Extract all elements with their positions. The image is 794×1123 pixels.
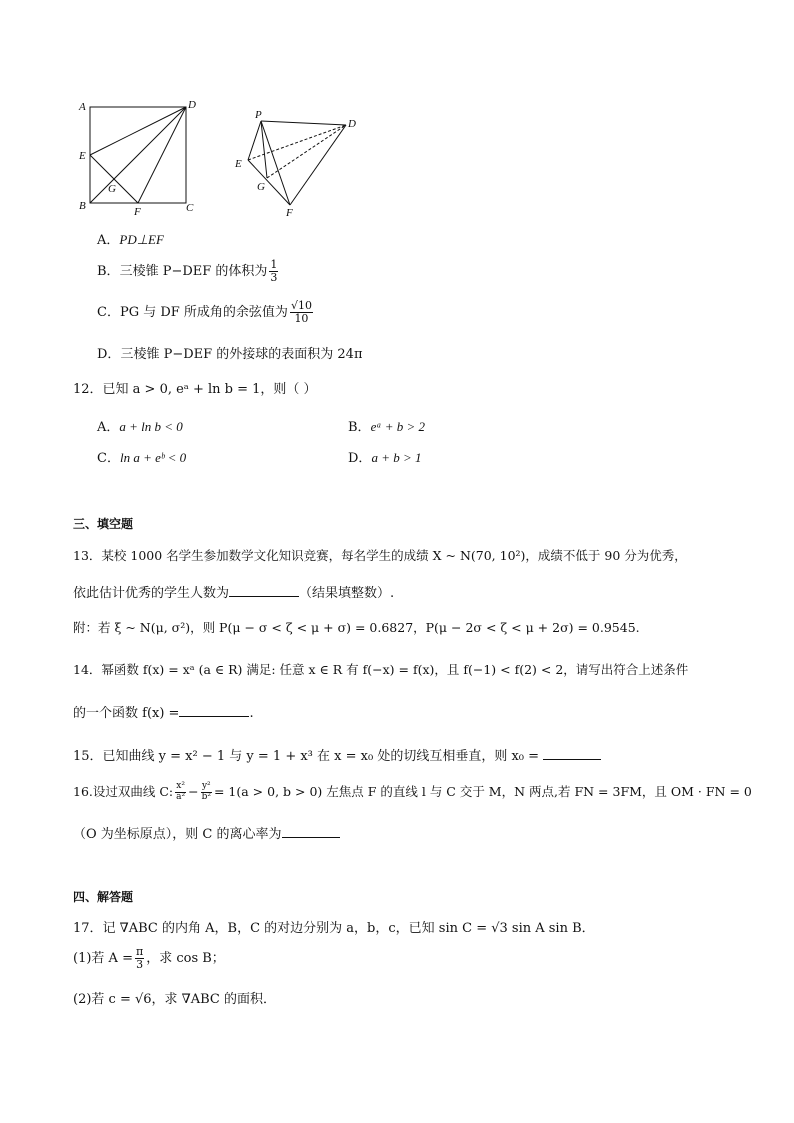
edge-pd <box>261 121 346 125</box>
fraction-numerator: 1 <box>270 258 278 271</box>
label-d: D <box>188 99 196 111</box>
q14-line2-pre: 的一个函数 f(x) = <box>73 706 180 721</box>
fraction <box>135 946 144 971</box>
answer-blank[interactable] <box>229 584 299 597</box>
label-p: P <box>255 109 262 121</box>
q15-line <box>73 745 601 764</box>
q14-line2-post: . <box>249 706 254 721</box>
q11-option-d <box>97 343 363 362</box>
q14-line1: 14．幂函数 f(x) = xᵃ (a ∈ R) 满足: 任意 x ∈ R 有 f(−x) = f(x)，且 f(−1) < f(2) < 2，请写出符合上述条件 <box>73 662 689 677</box>
option-letter: D． <box>348 451 372 466</box>
q16-line2-text: （O 为坐标原点），则 C 的离心率为 <box>73 827 282 842</box>
fraction <box>290 300 313 325</box>
square-figure <box>70 95 210 220</box>
segment-ed <box>90 107 186 155</box>
q12-option-d <box>348 447 421 466</box>
label-f: F <box>134 206 141 218</box>
q16-post: = 1(a > 0, b > 0) 左焦点 F 的直线 l 与 C 交于 M，N 两点,若 FN = 3FM，且 OM · FN = 0 <box>213 784 752 799</box>
fraction-denominator: b² <box>201 792 211 802</box>
label-g: G <box>108 183 116 195</box>
q13-line2 <box>73 582 394 601</box>
option-text: a + ln b < 0 <box>119 419 183 434</box>
edge-pe <box>248 121 261 160</box>
edge-ed-hidden <box>248 125 346 160</box>
option-text: 三棱锥 P−DEF 的外接球的表面积为 24π <box>120 347 363 362</box>
option-letter: A． <box>97 233 120 248</box>
option-letter: B． <box>97 264 120 280</box>
label-d2: D <box>348 118 356 130</box>
answer-blank[interactable] <box>543 747 601 760</box>
fraction <box>175 782 186 803</box>
fraction-numerator: π <box>135 945 144 958</box>
fraction-denominator: a² <box>176 792 186 802</box>
option-letter: B． <box>348 420 371 435</box>
label-a: A <box>79 101 86 113</box>
q17-part2: (2)若 c = √6，求 ∇ABC 的面积． <box>73 992 277 1007</box>
option-text: ln a + eᵇ < 0 <box>119 450 187 465</box>
pyramid-figure <box>230 105 370 220</box>
q11-option-c <box>97 300 315 325</box>
segment-bd <box>90 107 186 203</box>
q15-text: 15．已知曲线 y = x² − 1 与 y = 1 + x³ 在 x = x₀ 处的切线互相垂直，则 x₀ = <box>73 749 540 764</box>
edge-fd <box>290 125 346 205</box>
q12-option-b <box>348 416 425 435</box>
q16-line1: 16.设过双曲线 C: $\frac{\text{x²}}{\text{a²}}$ − $\frac{\text{y²}}{\text{b²}}$ = 1(a > 0, b > 0) 左焦点 F 的直线 l 与 C 交于 M，N 两点,若 FN = 3FM，且 OM · FN = 0 <box>73 781 752 802</box>
q16-line2 <box>73 823 340 842</box>
q12-option-c <box>97 447 186 466</box>
answer-blank[interactable] <box>282 825 340 838</box>
label-f2: F <box>286 207 293 219</box>
fraction-denominator: 3 <box>270 271 278 285</box>
fraction-denominator: 3 <box>136 958 144 972</box>
fraction-numerator: x² <box>176 781 185 792</box>
answer-blank[interactable] <box>179 704 249 717</box>
option-text: PD⊥EF <box>119 232 164 247</box>
label-g2: G <box>257 181 265 193</box>
section-heading-fill-in: 三、填空题 <box>73 517 134 531</box>
q13-note: 附：若 ξ ~ N(μ, σ²)，则 P(μ − σ < ζ < μ + σ) = 0.6827，P(μ − 2σ < ζ < μ + 2σ) = 0.9545. <box>73 620 640 635</box>
option-text: a + b > 1 <box>371 450 422 465</box>
q17-part1-post: ，求 cos B； <box>146 951 225 967</box>
fraction-numerator: √10 <box>290 299 312 312</box>
q12-stem: 12．已知 a > 0, eᵃ + ln b = 1，则（ ） <box>73 382 317 397</box>
edge-gd-hidden <box>267 125 346 178</box>
q17-part1 <box>73 946 225 971</box>
label-c: C <box>186 202 194 214</box>
fraction-numerator: y² <box>201 781 211 792</box>
option-text: 三棱锥 P−DEF 的体积为 <box>119 264 268 280</box>
q13-line2-pre: 依此估计优秀的学生人数为 <box>73 586 230 601</box>
q13-line2-post: （结果填整数）. <box>299 586 395 601</box>
q16-pre: 16.设过双曲线 C: <box>73 784 174 799</box>
option-text: eᵃ + b > 2 <box>370 419 426 434</box>
label-e: E <box>79 150 86 162</box>
label-e2: E <box>235 158 242 170</box>
q14-line2 <box>73 702 254 721</box>
q11-option-a <box>97 229 164 248</box>
q12-option-a <box>97 416 183 435</box>
option-letter: D． <box>97 347 121 362</box>
q17-stem: 17．记 ∇ABC 的内角 A，B，C 的对边分别为 a，b，c，已知 sin C = √3 sin A sin B． <box>73 921 595 936</box>
option-letter: C． <box>97 451 120 466</box>
fraction <box>201 782 212 803</box>
section-heading-answer: 四、解答题 <box>73 890 134 904</box>
q11-option-b <box>97 259 280 284</box>
q13-line1: 13．某校 1000 名学生参加数学文化知识竞赛，每名学生的成绩 X ~ N(70, 10²)，成绩不低于 90 分为优秀， <box>73 548 687 563</box>
option-letter: C． <box>97 305 120 321</box>
label-b: B <box>79 200 86 212</box>
fraction <box>269 259 278 284</box>
option-letter: A． <box>97 420 120 435</box>
q17-part1-pre: (1)若 A = <box>73 951 133 967</box>
option-text: PG 与 DF 所成角的余弦值为 <box>119 305 288 321</box>
fraction-denominator: 10 <box>294 312 309 326</box>
segment-fd <box>138 107 186 203</box>
